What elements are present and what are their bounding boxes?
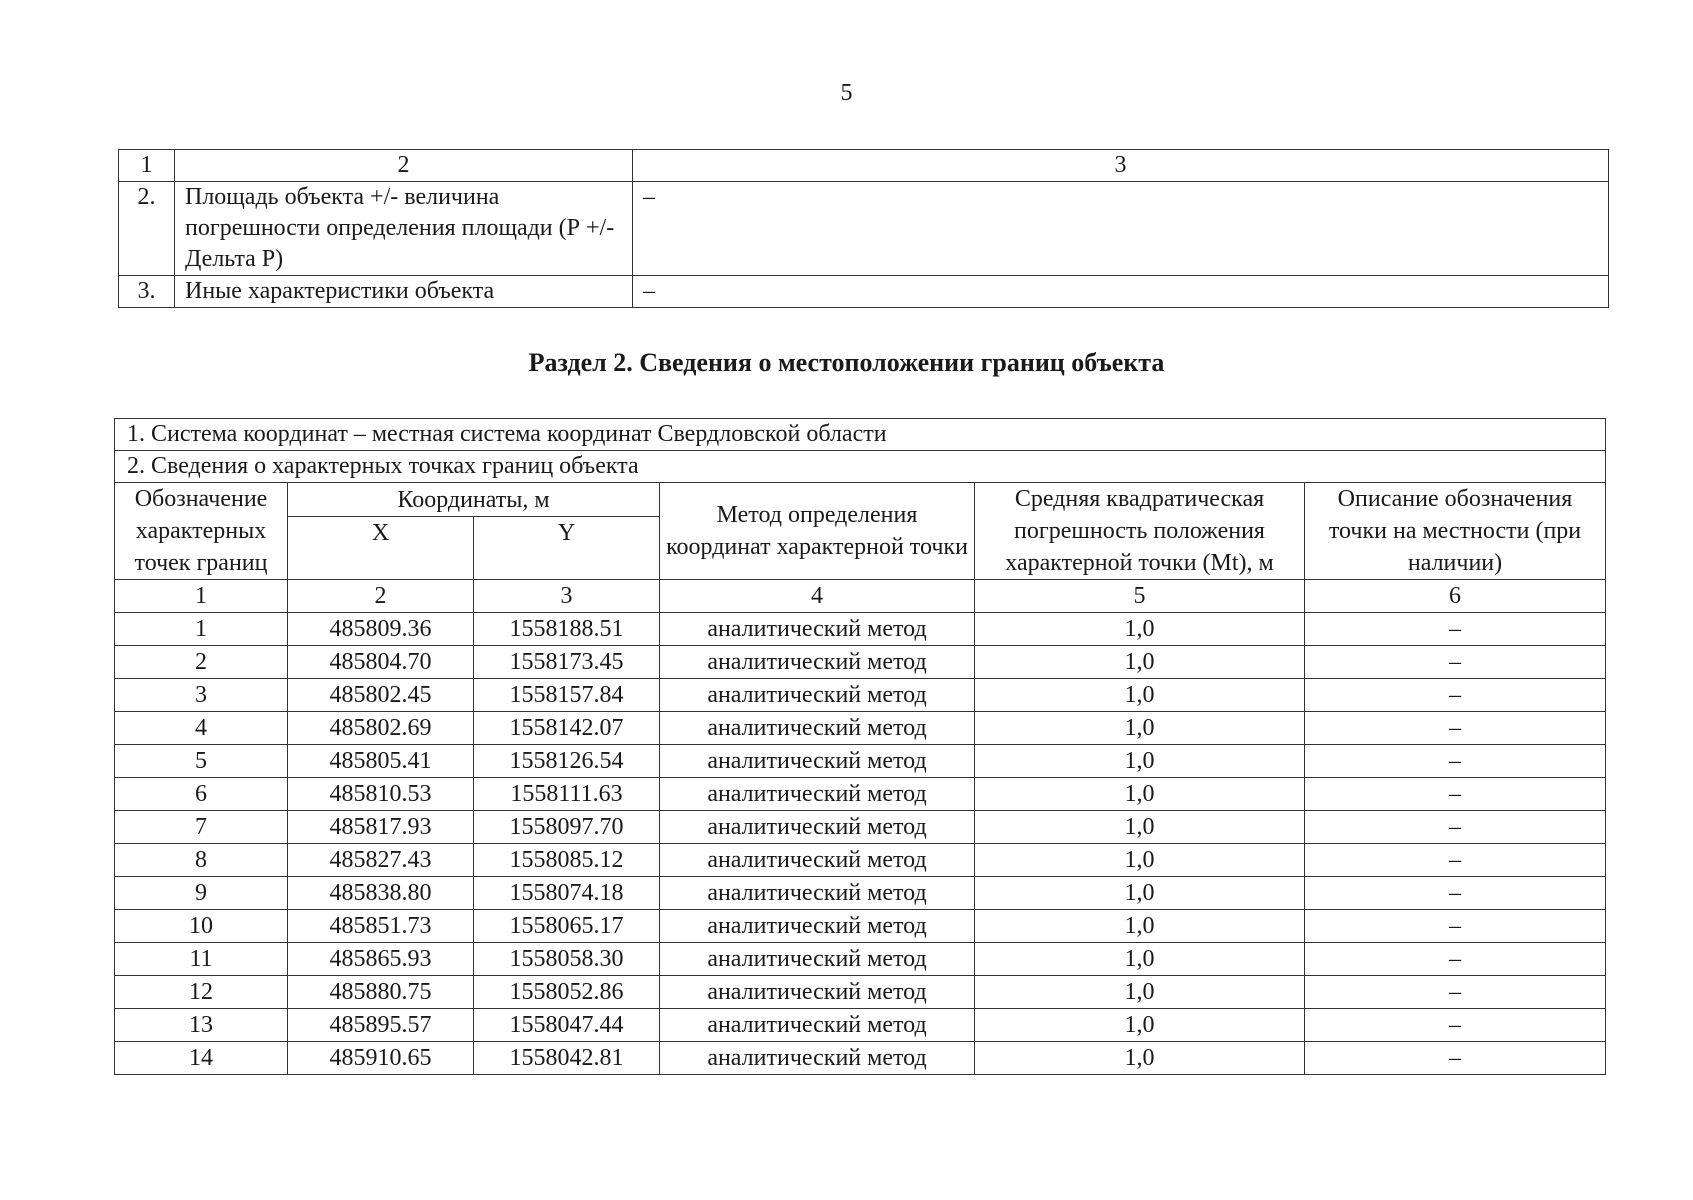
column-number: 1 [119, 150, 175, 182]
coordinate-system: 1. Система координат – местная система координат Свердловской области [115, 419, 1606, 451]
table-row [115, 1042, 1606, 1075]
method: аналитический метод [660, 811, 975, 844]
description: – [1305, 778, 1606, 811]
point-number: 9 [115, 877, 288, 910]
coord-x: 485804.70 [288, 646, 474, 679]
description: – [1305, 976, 1606, 1009]
header-point: Обозначение характерных точек границ [115, 483, 288, 580]
points-title: 2. Сведения о характерных точках границ объекта [115, 451, 1606, 483]
error-value: 1,0 [975, 877, 1305, 910]
coord-y: 1558047.44 [474, 1009, 660, 1042]
table-row [115, 976, 1606, 1009]
point-number: 13 [115, 1009, 288, 1042]
error-value: 1,0 [975, 811, 1305, 844]
method: аналитический метод [660, 679, 975, 712]
header-method: Метод определения координат характерной точки [660, 483, 975, 580]
column-number: 3 [633, 150, 1609, 182]
point-number: 5 [115, 745, 288, 778]
characteristic-name: Иные характеристики объекта [175, 276, 633, 308]
characteristic-value: – [633, 276, 1609, 308]
error-value: 1,0 [975, 646, 1305, 679]
point-number: 10 [115, 910, 288, 943]
error-value: 1,0 [975, 778, 1305, 811]
column-number: 4 [660, 580, 975, 613]
coord-y: 1558052.86 [474, 976, 660, 1009]
method: аналитический метод [660, 712, 975, 745]
coord-x: 485810.53 [288, 778, 474, 811]
coord-y: 1558065.17 [474, 910, 660, 943]
characteristic-value: – [633, 182, 1609, 276]
description: – [1305, 943, 1606, 976]
page-number: 5 [840, 80, 853, 106]
coord-y: 1558058.30 [474, 943, 660, 976]
description: – [1305, 745, 1606, 778]
description: – [1305, 679, 1606, 712]
table-row [115, 646, 1606, 679]
coord-x: 485865.93 [288, 943, 474, 976]
point-number: 11 [115, 943, 288, 976]
coord-x: 485838.80 [288, 877, 474, 910]
coord-x: 485880.75 [288, 976, 474, 1009]
coord-y: 1558085.12 [474, 844, 660, 877]
description: – [1305, 1009, 1606, 1042]
error-value: 1,0 [975, 943, 1305, 976]
column-number: 3 [474, 580, 660, 613]
error-value: 1,0 [975, 1042, 1305, 1075]
method: аналитический метод [660, 976, 975, 1009]
error-value: 1,0 [975, 745, 1305, 778]
table-row [115, 1009, 1606, 1042]
coord-y: 1558173.45 [474, 646, 660, 679]
coord-x: 485895.57 [288, 1009, 474, 1042]
coord-x: 485851.73 [288, 910, 474, 943]
table-row [115, 778, 1606, 811]
column-number: 5 [975, 580, 1305, 613]
header-y: Y [474, 517, 660, 580]
coord-x: 485809.36 [288, 613, 474, 646]
coord-y: 1558126.54 [474, 745, 660, 778]
section-title: Раздел 2. Сведения о местоположении границ объекта [528, 348, 1165, 377]
coord-y: 1558042.81 [474, 1042, 660, 1075]
error-value: 1,0 [975, 1009, 1305, 1042]
table-header-row [115, 483, 1606, 517]
error-value: 1,0 [975, 976, 1305, 1009]
error-value: 1,0 [975, 613, 1305, 646]
method: аналитический метод [660, 778, 975, 811]
point-number: 1 [115, 613, 288, 646]
column-number: 2 [175, 150, 633, 182]
method: аналитический метод [660, 943, 975, 976]
method: аналитический метод [660, 1042, 975, 1075]
point-number: 6 [115, 778, 288, 811]
description: – [1305, 712, 1606, 745]
description: – [1305, 613, 1606, 646]
table-row [119, 182, 1609, 276]
header-error: Средняя квадратическая погрешность положения характерной точки (Mt), м [975, 483, 1305, 580]
coord-y: 1558074.18 [474, 877, 660, 910]
point-number: 7 [115, 811, 288, 844]
method: аналитический метод [660, 877, 975, 910]
header-description: Описание обозначения точки на местности (при наличии) [1305, 483, 1606, 580]
coord-x: 485827.43 [288, 844, 474, 877]
point-number: 8 [115, 844, 288, 877]
description: – [1305, 844, 1606, 877]
table-row [115, 877, 1606, 910]
coord-x: 485817.93 [288, 811, 474, 844]
point-number: 2 [115, 646, 288, 679]
method: аналитический метод [660, 1009, 975, 1042]
coord-y: 1558188.51 [474, 613, 660, 646]
table-row [115, 844, 1606, 877]
characteristic-name: Площадь объекта +/- величина погрешности определения площади (Р +/- Дельта Р) [175, 182, 633, 276]
method: аналитический метод [660, 844, 975, 877]
coord-y: 1558157.84 [474, 679, 660, 712]
row-number: 3. [119, 276, 175, 308]
column-number: 6 [1305, 580, 1606, 613]
table-header-row [119, 150, 1609, 182]
description: – [1305, 1042, 1606, 1075]
error-value: 1,0 [975, 679, 1305, 712]
table-row [115, 943, 1606, 976]
object-characteristics-table [118, 149, 1609, 308]
boundary-points-table [114, 418, 1606, 1075]
column-number: 2 [288, 580, 474, 613]
table-row [115, 811, 1606, 844]
points-title-row [115, 451, 1606, 483]
point-number: 3 [115, 679, 288, 712]
column-number: 1 [115, 580, 288, 613]
coord-x: 485802.45 [288, 679, 474, 712]
table-row [115, 679, 1606, 712]
coord-y: 1558142.07 [474, 712, 660, 745]
table-row [115, 712, 1606, 745]
point-number: 14 [115, 1042, 288, 1075]
error-value: 1,0 [975, 712, 1305, 745]
point-number: 4 [115, 712, 288, 745]
error-value: 1,0 [975, 910, 1305, 943]
coord-y: 1558111.63 [474, 778, 660, 811]
column-numbers-row [115, 580, 1606, 613]
method: аналитический метод [660, 646, 975, 679]
coord-x: 485802.69 [288, 712, 474, 745]
description: – [1305, 910, 1606, 943]
method: аналитический метод [660, 910, 975, 943]
coord-x: 485805.41 [288, 745, 474, 778]
row-number: 2. [119, 182, 175, 276]
header-coords: Координаты, м [288, 483, 660, 517]
method: аналитический метод [660, 613, 975, 646]
coord-x: 485910.65 [288, 1042, 474, 1075]
table-row [119, 276, 1609, 308]
error-value: 1,0 [975, 844, 1305, 877]
point-number: 12 [115, 976, 288, 1009]
coordinate-system-row [115, 419, 1606, 451]
description: – [1305, 646, 1606, 679]
table-row [115, 613, 1606, 646]
table-row [115, 910, 1606, 943]
method: аналитический метод [660, 745, 975, 778]
table-row [115, 745, 1606, 778]
header-x: X [288, 517, 474, 580]
description: – [1305, 811, 1606, 844]
coord-y: 1558097.70 [474, 811, 660, 844]
description: – [1305, 877, 1606, 910]
